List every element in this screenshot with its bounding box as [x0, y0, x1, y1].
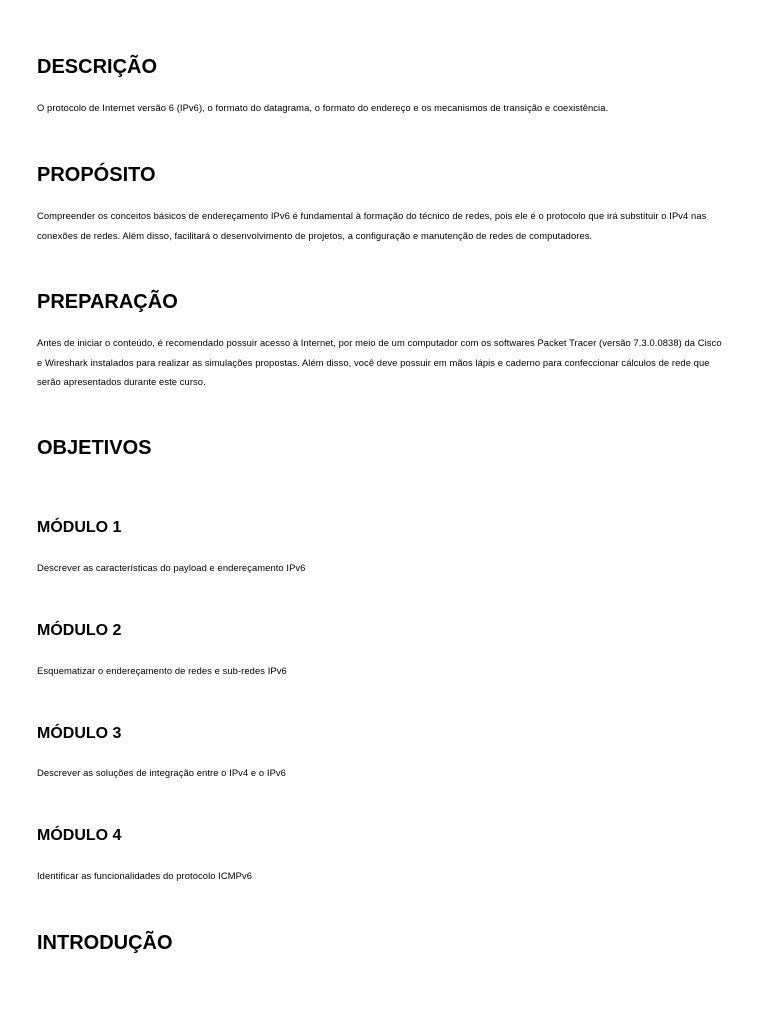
heading-proposito: PROPÓSITO [37, 164, 156, 186]
module-4-text: Identificar as funcionalidades do protocolo ICMPv6 [37, 870, 253, 881]
module-4-title: MÓDULO 4 [37, 827, 122, 844]
heading-descricao: DESCRIÇÃO [37, 56, 158, 78]
module-1-text: Descrever as características do payload e endereçamento IPv6 [37, 562, 306, 573]
module-2-text: Esquematizar o endereçamento de redes e sub-redes IPv6 [37, 665, 287, 676]
heading-introducao: INTRODUÇÃO [37, 932, 173, 954]
proposito-text: Compreender os conceitos básicos de endereçamento IPv6 é fundamental à formação do técnico de redes, pois ele é o protocolo que irá substituir o IPv4 nas conexões de redes. Além disso, facilitará o desenvolvimento de projetos, a configuração e manutenção de redes de computadores. [37, 210, 707, 241]
module-1-title: MÓDULO 1 [37, 519, 122, 536]
heading-preparacao: PREPARAÇÃO [37, 291, 178, 313]
heading-objetivos: OBJETIVOS [37, 437, 152, 459]
module-2-title: MÓDULO 2 [37, 622, 122, 639]
module-3-text: Descrever as soluções de integração entre o IPv4 e o IPv6 [37, 767, 286, 778]
descricao-text: O protocolo de Internet versão 6 (IPv6), o formato do datagrama, o formato do endereço e os mecanismos de transição e coexistência. [37, 102, 609, 113]
preparacao-text: Antes de iniciar o conteúdo, é recomendado possuir acesso à Internet, por meio de um computador com os softwares Packet Tracer (versão 7.3.0.0838) da Cisco e Wireshark instalados para realizar as simulações propostas. Além disso, você deve possuir em mãos lápis e caderno para confeccionar cálculos de rede que serão apresentados durante este curso. [37, 337, 722, 387]
module-3-title: MÓDULO 3 [37, 725, 122, 742]
